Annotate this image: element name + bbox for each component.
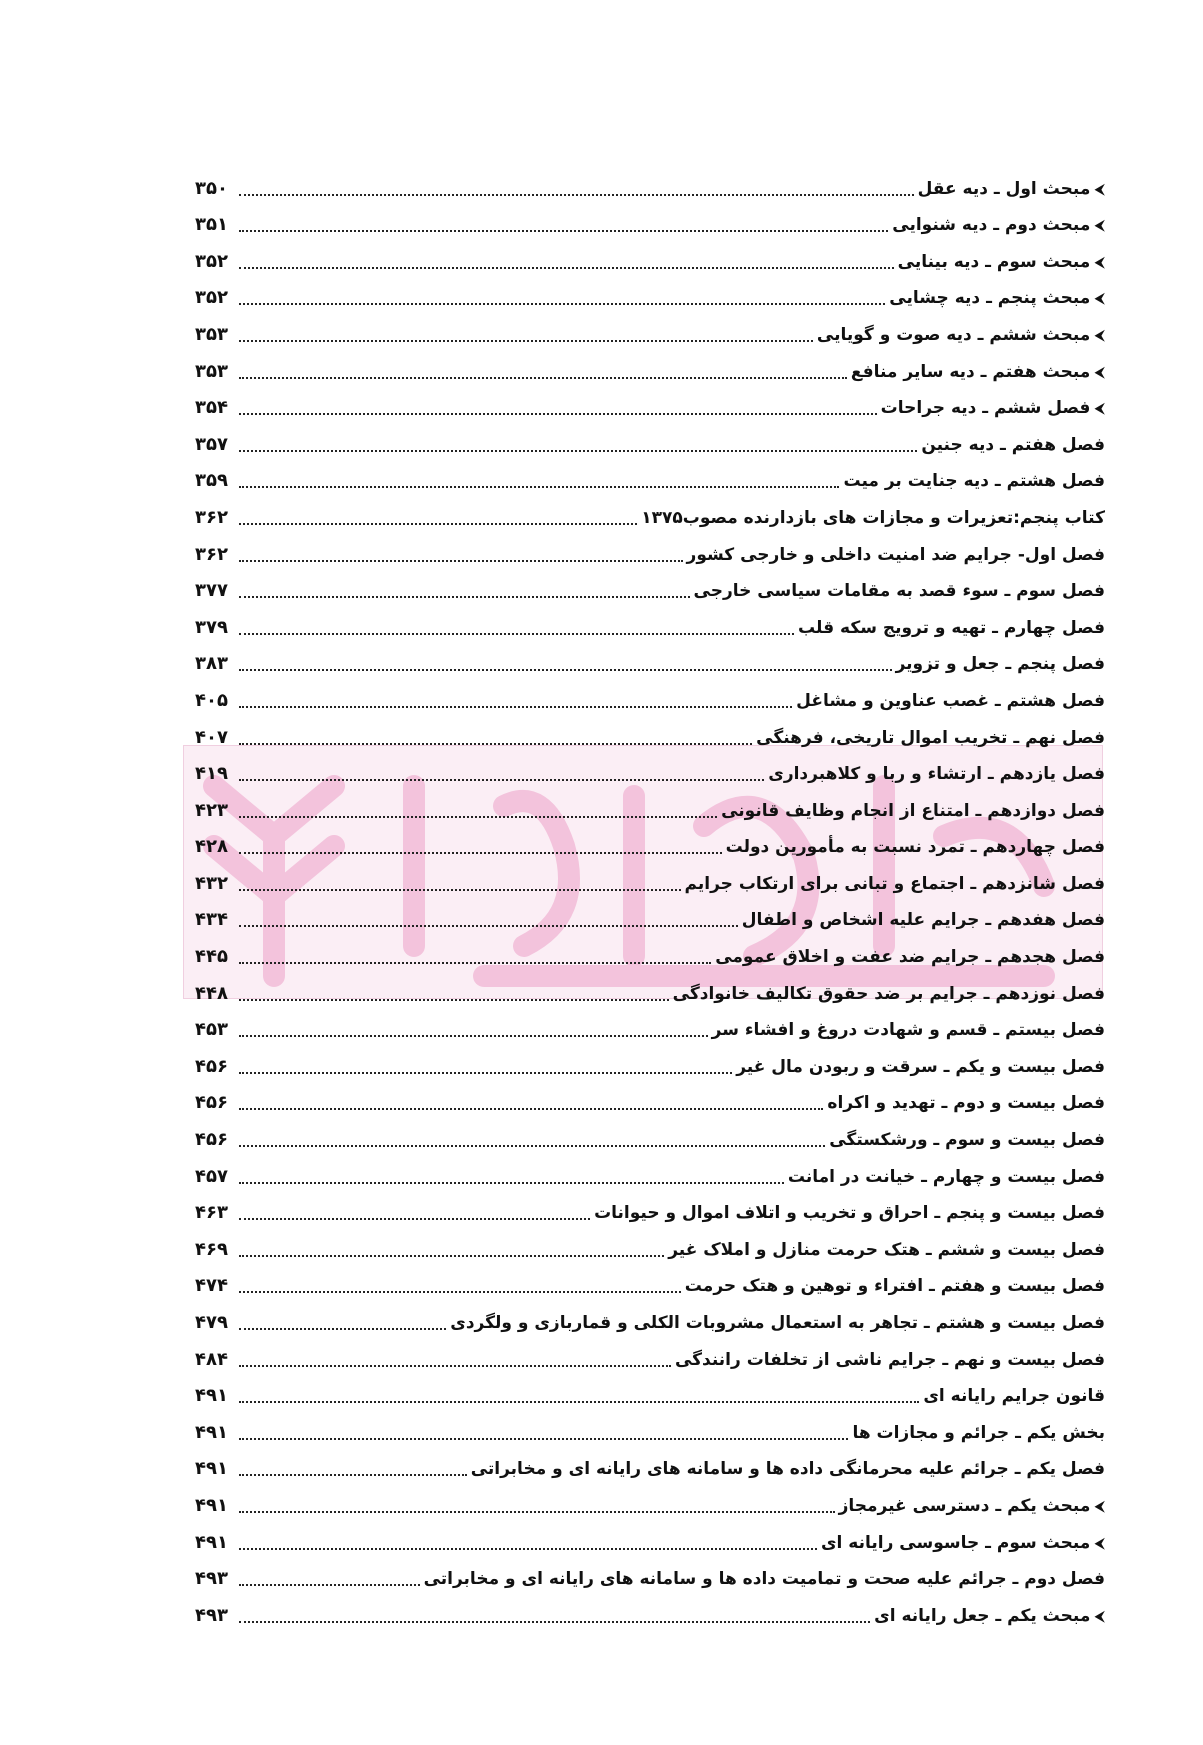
toc-entry-page: ۴۵۶ [195, 1055, 228, 1077]
toc-entry-page: ۴۷۹ [195, 1312, 228, 1333]
toc-entry-page: ۴۴۵ [195, 946, 228, 968]
toc-entry-title: فصل یکم ـ جرائم علیه محرمانگی داده ها و سامانه های رایانه ای و مخابراتی [470, 1459, 1105, 1480]
toc-entry [195, 351, 1105, 388]
toc-entry [195, 1449, 1105, 1486]
dot-leader [239, 962, 711, 964]
dot-leader [239, 1218, 590, 1220]
toc-entry-page: ۳۵۲ [195, 287, 228, 309]
dot-leader [239, 450, 917, 452]
dot-leader [239, 1328, 446, 1330]
toc-entry [195, 1485, 1105, 1522]
toc-entry-title: فصل بیست و پنجم ـ احراق و تخریب و اتلاف اموال و حیوانات [594, 1203, 1105, 1224]
toc-entry [195, 497, 1105, 534]
toc-entry-title: فصل نوزدهم ـ جرایم بر ضد حقوق تکالیف خانوادگی [672, 983, 1105, 1004]
bullet-arrow-icon: ⮜ [1094, 179, 1105, 198]
toc-entry-title: مبحث هفتم ـ دیه سایر منافع [850, 361, 1091, 382]
toc-entry [195, 863, 1105, 900]
toc-entry-page: ۳۸۳ [195, 653, 228, 675]
toc-entry-page: ۳۵۹ [195, 470, 228, 492]
dot-leader [239, 1291, 681, 1293]
toc-entry-page: ۴۲۸ [195, 836, 228, 858]
bullet-arrow-icon: ⮜ [1094, 1606, 1105, 1625]
dot-leader [239, 523, 637, 525]
toc-entry-title: مبحث سوم ـ دیه بینایی [897, 251, 1091, 272]
toc-entry-page: ۳۵۴ [195, 397, 228, 419]
dot-leader [239, 560, 683, 562]
toc-entry-page: ۴۴۸ [195, 982, 228, 1004]
toc-entry [195, 717, 1105, 754]
toc-entry-title: فصل دوازدهم ـ امتناع از انجام وظایف قانونی [721, 800, 1105, 821]
toc-entry [195, 571, 1105, 608]
toc-entry-page: ۳۶۲ [195, 506, 228, 528]
toc-entry [195, 461, 1105, 498]
bullet-arrow-icon: ⮜ [1094, 216, 1105, 235]
toc-entry [195, 1266, 1105, 1303]
dot-leader [239, 743, 752, 745]
dot-leader [239, 1145, 825, 1147]
toc-entry [195, 314, 1105, 351]
dot-leader [239, 340, 813, 342]
toc-entry-page: ۴۹۱ [195, 1531, 228, 1553]
toc-entry [195, 936, 1105, 973]
toc-entry [195, 1376, 1105, 1413]
toc-entry-title: فصل سوم ـ سوء قصد به مقامات سیاسی خارجی [693, 581, 1105, 602]
dot-leader [239, 377, 847, 379]
toc-entry-page: ۳۶۲ [195, 543, 228, 565]
toc-entry [195, 680, 1105, 717]
toc-entry-title: فصل بیست و نهم ـ جرایم ناشی از تخلفات رانندگی [674, 1349, 1105, 1370]
toc-entry [195, 1595, 1105, 1632]
bullet-arrow-icon: ⮜ [1094, 399, 1105, 418]
table-of-contents [195, 168, 1105, 1632]
dot-leader [239, 486, 839, 488]
dot-leader [239, 1365, 671, 1367]
bullet-arrow-icon: ⮜ [1094, 1496, 1105, 1515]
toc-entry-page: ۳۵۳ [195, 323, 228, 345]
toc-entry-title: مبحث دوم ـ دیه شنوایی [892, 215, 1091, 236]
toc-entry-title: فصل هفتم ـ دیه جنین [921, 434, 1105, 455]
toc-entry-page: ۴۳۴ [195, 909, 228, 931]
toc-entry [195, 1339, 1105, 1376]
toc-entry-title: فصل بیست و ششم ـ هتک حرمت منازل و املاک غیر [668, 1239, 1105, 1260]
toc-entry-page: ۴۹۱ [195, 1421, 228, 1443]
toc-entry-page: ۴۹۱ [195, 1385, 228, 1407]
toc-entry-title: فصل نهم ـ تخریب اموال تاریخی، فرهنگی [756, 727, 1105, 748]
toc-entry-title: فصل هشتم ـ دیه جنایت بر میت [843, 471, 1105, 492]
dot-leader [239, 1035, 708, 1037]
toc-entry-page: ۴۹۱ [195, 1494, 228, 1516]
toc-entry-title: کتاب پنجم:تعزیرات و مجازات های بازدارنده مصوب۱۳۷۵ [641, 507, 1105, 528]
toc-entry-title: فصل ششم ـ دیه جراحات [880, 398, 1091, 419]
toc-entry [195, 1229, 1105, 1266]
toc-entry [195, 1046, 1105, 1083]
toc-entry-title: مبحث یکم ـ دسترسی غیرمجاز [838, 1495, 1091, 1516]
toc-entry-page: ۴۷۴ [195, 1275, 228, 1297]
toc-entry [195, 424, 1105, 461]
toc-entry [195, 607, 1105, 644]
dot-leader [239, 303, 885, 305]
toc-entry [195, 973, 1105, 1010]
bullet-arrow-icon: ⮜ [1094, 1533, 1105, 1552]
dot-leader [239, 1401, 919, 1403]
toc-entry-page: ۴۰۷ [195, 726, 228, 748]
toc-entry-title: فصل چهارم ـ تهیه و ترویج سکه قلب [798, 617, 1105, 638]
toc-entry-title: مبحث ششم ـ دیه صوت و گویایی [816, 324, 1091, 345]
toc-entry-title: فصل بیست و یکم ـ سرقت و ربودن مال غیر [736, 1056, 1105, 1077]
toc-entry-title: مبحث اول ـ دیه عقل [917, 178, 1091, 199]
dot-leader [239, 1511, 835, 1513]
toc-entry-title: فصل بیست و چهارم ـ خیانت در امانت [787, 1166, 1105, 1187]
dot-leader [239, 1255, 664, 1257]
dot-leader [239, 1438, 848, 1440]
toc-entry-title: قانون جرایم رایانه ای [923, 1386, 1105, 1407]
toc-entry-page: ۴۹۳ [195, 1568, 228, 1590]
toc-entry-title: فصل اول- جرایم ضد امنیت داخلی و خارجی کشور [686, 544, 1105, 565]
dot-leader [239, 852, 722, 854]
toc-entry [195, 205, 1105, 242]
toc-entry-page: ۳۷۹ [195, 616, 228, 638]
dot-leader [239, 1182, 784, 1184]
dot-leader [239, 413, 877, 415]
dot-leader [239, 1072, 732, 1074]
toc-entry [195, 644, 1105, 681]
bullet-arrow-icon: ⮜ [1094, 289, 1105, 308]
toc-entry-title: فصل بیستم ـ قسم و شهادت دروغ و افشاء سر [711, 1020, 1105, 1041]
toc-entry-page: ۴۵۶ [195, 1129, 228, 1151]
toc-entry [195, 1193, 1105, 1230]
toc-entry-page: ۳۵۳ [195, 360, 228, 382]
toc-entry-title: فصل چهاردهم ـ تمرد نسبت به مأمورین دولت [725, 837, 1105, 858]
toc-entry-page: ۴۶۳ [195, 1202, 228, 1224]
toc-entry-page: ۴۶۹ [195, 1238, 228, 1260]
toc-entry [195, 900, 1105, 937]
toc-entry [195, 1083, 1105, 1120]
toc-entry-title: فصل بیست و سوم ـ ورشکستگی [829, 1130, 1105, 1151]
toc-entry [195, 388, 1105, 425]
toc-entry [195, 1156, 1105, 1193]
toc-entry-title: فصل پنجم ـ جعل و تزویر [895, 654, 1105, 675]
dot-leader [239, 706, 792, 708]
dot-leader [239, 1621, 870, 1623]
dot-leader [239, 596, 690, 598]
dot-leader [239, 779, 764, 781]
toc-entry [195, 241, 1105, 278]
dot-leader [239, 1108, 823, 1110]
toc-entry-title: فصل بیست و هشتم ـ تجاهر به استعمال مشروبات الکلی و قماربازی و ولگردی [450, 1313, 1105, 1333]
dot-leader [239, 633, 794, 635]
dot-leader [239, 1548, 817, 1550]
toc-entry [195, 827, 1105, 864]
toc-entry [195, 754, 1105, 791]
toc-entry [195, 534, 1105, 571]
toc-entry-title: فصل شانزدهم ـ اجتماع و تبانی برای ارتکاب جرایم [684, 873, 1105, 894]
toc-entry-title: بخش یکم ـ جرائم و مجازات ها [852, 1422, 1105, 1443]
toc-entry-page: ۳۷۷ [195, 580, 228, 602]
toc-entry-page: ۴۹۳ [195, 1604, 228, 1626]
toc-entry-title: مبحث سوم ـ جاسوسی رایانه ای [820, 1532, 1091, 1553]
dot-leader [239, 1474, 467, 1476]
toc-entry-page: ۴۲۳ [195, 799, 228, 821]
toc-entry [195, 1559, 1105, 1596]
toc-entry [195, 1119, 1105, 1156]
bullet-arrow-icon: ⮜ [1094, 325, 1105, 344]
toc-entry [195, 278, 1105, 315]
toc-entry [195, 1522, 1105, 1559]
toc-entry-title: مبحث پنجم ـ دیه چشایی [889, 288, 1091, 309]
toc-entry-title: مبحث یکم ـ جعل رایانه ای [874, 1605, 1091, 1626]
dot-leader [239, 230, 888, 232]
toc-entry-page: ۴۹۱ [195, 1458, 228, 1480]
toc-entry-page: ۴۵۷ [195, 1165, 228, 1187]
bullet-arrow-icon: ⮜ [1094, 252, 1105, 271]
toc-entry-title: فصل هجدهم ـ جرایم ضد عفت و اخلاق عمومی [715, 947, 1105, 968]
toc-entry [195, 168, 1105, 205]
toc-entry-title: فصل یازدهم ـ ارتشاء و ربا و کلاهبرداری [768, 764, 1105, 785]
toc-entry-title: فصل هفدهم ـ جرایم علیه اشخاص و اطفال [741, 910, 1105, 931]
toc-entry-page: ۳۵۱ [195, 214, 228, 236]
toc-entry [195, 1412, 1105, 1449]
bullet-arrow-icon: ⮜ [1094, 362, 1105, 381]
dot-leader [239, 925, 738, 927]
dot-leader [239, 267, 894, 269]
toc-entry-page: ۴۰۵ [195, 689, 228, 711]
toc-entry-title: فصل بیست و هفتم ـ افتراء و توهین و هتک حرمت [684, 1276, 1105, 1297]
toc-entry-page: ۴۸۴ [195, 1348, 228, 1370]
dot-leader [239, 889, 681, 891]
dot-leader [239, 816, 717, 818]
toc-entry-title: فصل هشتم ـ غصب عناوین و مشاغل [796, 690, 1105, 711]
toc-entry-title: فصل دوم ـ جرائم علیه صحت و تمامیت داده ها و سامانه های رایانه ای و مخابراتی [423, 1569, 1105, 1590]
toc-entry-page: ۳۵۲ [195, 250, 228, 272]
toc-entry-page: ۴۵۳ [195, 1019, 228, 1041]
toc-entry [195, 1010, 1105, 1047]
toc-entry-page: ۳۵۰ [195, 177, 228, 199]
toc-entry [195, 1302, 1105, 1339]
toc-entry [195, 790, 1105, 827]
dot-leader [239, 1584, 420, 1586]
dot-leader [239, 669, 892, 671]
toc-entry-page: ۳۵۷ [195, 433, 228, 455]
toc-entry-page: ۴۱۹ [195, 763, 228, 785]
toc-entry-page: ۴۳۲ [195, 872, 228, 894]
toc-entry-page: ۴۵۶ [195, 1092, 228, 1114]
dot-leader [239, 999, 669, 1001]
toc-entry-title: فصل بیست و دوم ـ تهدید و اکراه [827, 1093, 1105, 1114]
dot-leader [239, 194, 914, 196]
